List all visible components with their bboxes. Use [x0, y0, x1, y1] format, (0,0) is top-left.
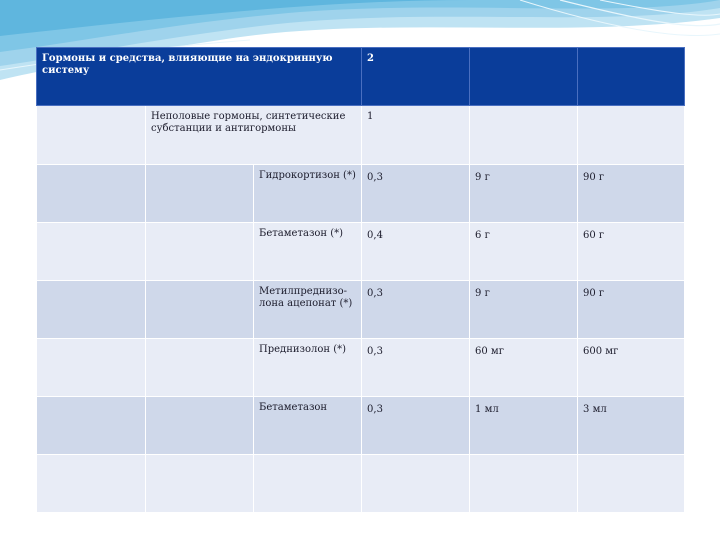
group-number-cell: 1 [362, 106, 470, 165]
table-row [37, 339, 685, 397]
empty-cell [470, 455, 578, 513]
empty-cell [37, 281, 146, 339]
table-row [37, 397, 685, 455]
empty-cell [37, 223, 146, 281]
amount-cell: 9 г [470, 165, 578, 223]
empty-cell [146, 165, 254, 223]
total-cell: 3 мл [578, 397, 685, 455]
concentration-cell: 0,3 [362, 281, 470, 339]
total-cell: 60 г [578, 223, 685, 281]
empty-cell [578, 106, 685, 165]
table-row [37, 165, 685, 223]
empty-cell [146, 281, 254, 339]
empty-cell [37, 106, 146, 165]
concentration-cell: 0,4 [362, 223, 470, 281]
table-row [37, 223, 685, 281]
empty-cell [146, 339, 254, 397]
concentration-cell: 0,3 [362, 339, 470, 397]
group-row [37, 106, 685, 165]
empty-cell [37, 165, 146, 223]
group-title-cell: Неполовые гормоны, синтетические субстанции и антигормоны [146, 106, 362, 165]
total-cell: 90 г [578, 281, 685, 339]
hormones-dosage-table [36, 47, 685, 513]
empty-cell [37, 455, 146, 513]
header-title-cell: Гормоны и средства, влияющие на эндокринную систему [37, 48, 362, 106]
empty-cell [37, 339, 146, 397]
amount-cell: 1 мл [470, 397, 578, 455]
empty-cell [37, 397, 146, 455]
header-empty-cell [470, 48, 578, 106]
concentration-cell: 0,3 [362, 397, 470, 455]
amount-cell: 6 г [470, 223, 578, 281]
empty-cell [146, 223, 254, 281]
amount-cell: 60 мг [470, 339, 578, 397]
empty-cell [470, 106, 578, 165]
total-cell: 600 мг [578, 339, 685, 397]
header-number-cell: 2 [362, 48, 470, 106]
table-row [37, 281, 685, 339]
drug-name-cell: Бетаметазон (*) [254, 223, 362, 281]
drug-name-cell: Бетаметазон [254, 397, 362, 455]
table-row-empty [37, 455, 685, 513]
concentration-cell: 0,3 [362, 165, 470, 223]
empty-cell [146, 397, 254, 455]
drug-name-cell: Метилпреднизо-лона ацепонат (*) [254, 281, 362, 339]
drug-name-cell: Преднизолон (*) [254, 339, 362, 397]
empty-cell [578, 455, 685, 513]
table-header-row [37, 48, 685, 106]
total-cell: 90 г [578, 165, 685, 223]
empty-cell [362, 455, 470, 513]
empty-cell [254, 455, 362, 513]
amount-cell: 9 г [470, 281, 578, 339]
header-empty-cell [578, 48, 685, 106]
empty-cell [146, 455, 254, 513]
drug-name-cell: Гидрокортизон (*) [254, 165, 362, 223]
